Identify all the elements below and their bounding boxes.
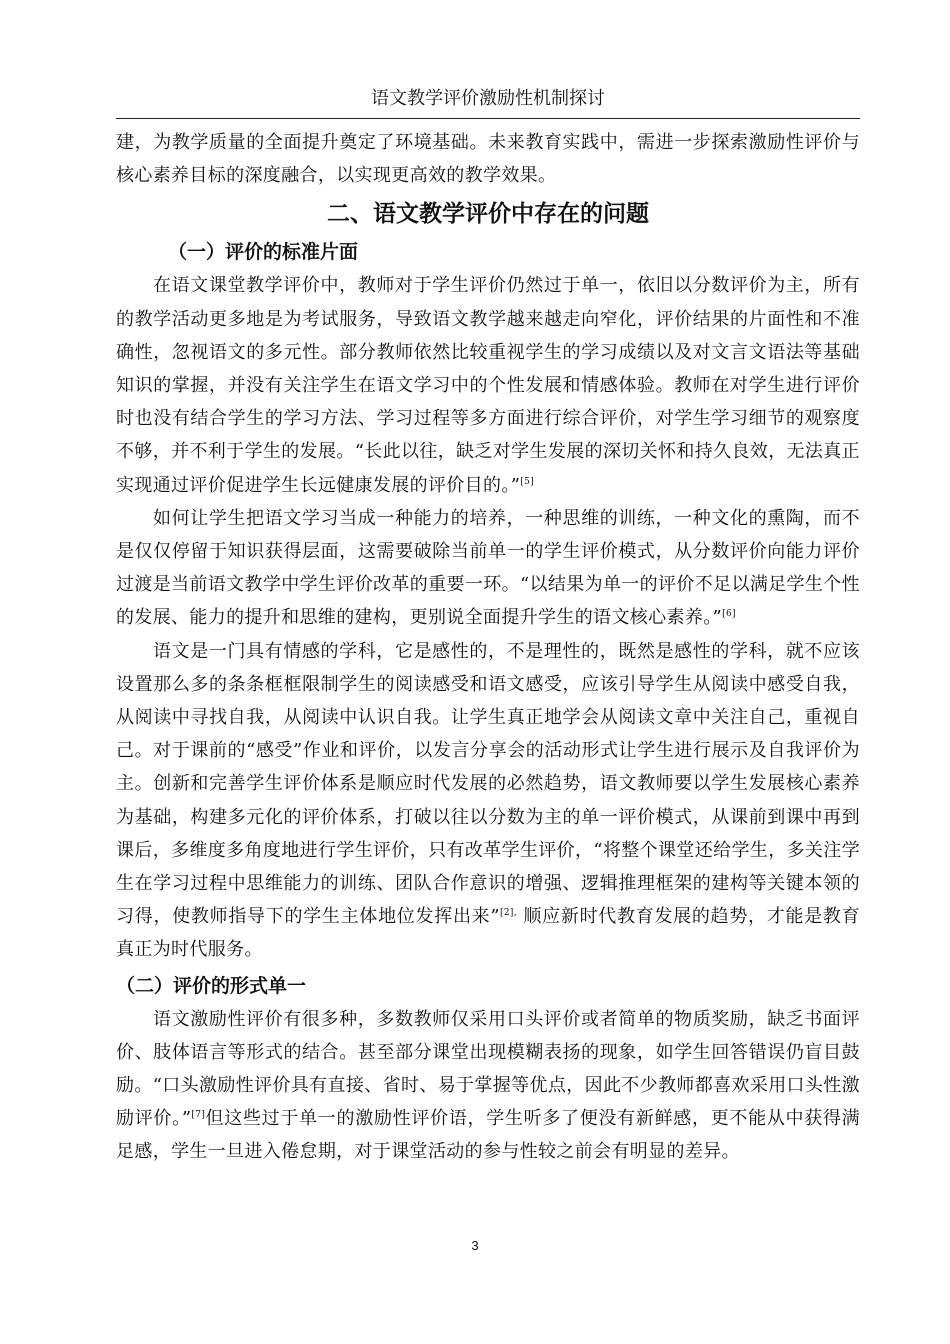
running-header: 语文教学评价激励性机制探讨 xyxy=(371,88,605,109)
subsection-heading-1: （一）评价的标准片面 xyxy=(168,241,359,264)
page-number: 3 xyxy=(471,1238,479,1253)
paragraph-3-text-a: 语文是一门具有情感的学科，它是感性的，不是理性的，既然是感性的学科，就不应该设置那么多的条条框框限制学生的阅读感受和语文感受，应该引导学生从阅读中感受自我，从阅读中寻找自我，从阅读中认识自我。让学生真正地学会从阅读文章中关注自己，重视自己。对于课前的“感受”作业和评价，以发言分享会的活动形式让学生进行展示及自我评价为主。创新和完善学生评价体系是顺应时代发展的必然趋势，语文教师要以学生发展核心素养为基础，构建多元化的评价体系，打破以往以分数为主的单一评价模式，从课前到课中再到课后，多维度多角度地进行学生评价，只有改革学生评价，“将整个课堂还给学生，多关注学生在学习过程中思维能力的训练、团队合作意识的增强、逻辑推理框架的建构等关键本领的习得，使教师指导下的学生主体地位发挥出来” xyxy=(116,640,860,928)
body-content xyxy=(116,126,860,1169)
paragraph-3-text-b: 顺应新时代教育发展的趋势，才能是教育真正为时代服务。 xyxy=(116,906,860,961)
subsection-heading-2: （二）评价的形式单一 xyxy=(116,974,307,997)
header-rule xyxy=(116,118,860,119)
paragraph-4-text-b: 但这些过于单一的激励性评价语，学生听多了便没有新鲜感，更不能从中获得满足感，学生一旦进入倦怠期，对于课堂活动的参与性较之前会有明显的差异。 xyxy=(116,1108,860,1163)
paragraph-1-text: 在语文课堂教学评价中，教师对于学生评价仍然过于单一，依旧以分数评价为主，所有的教学活动更多地是为考试服务，导致语文教学越来越走向窄化，评价结果的片面性和不准确性，忽视语文的多元性。部分教师依然比较重视学生的学习成绩以及对文言文语法等基础知识的掌握，并没有关注学生在语文学习中的个性发展和情感体验。教师在对学生进行评价时也没有结合学生的学习方法、学习过程等多方面进行综合评价，对学生学习细节的观察度不够，并不利于学生的发展。“长此以往，缺乏对学生发展的深切关怀和持久良效，无法真正实现通过评价促进学生长远健康发展的评价目的。” xyxy=(116,275,860,496)
paragraph-3 xyxy=(116,635,860,967)
citation-7: [7] xyxy=(191,1110,206,1121)
citation-6: [6] xyxy=(722,609,736,620)
paragraph-2-text: 如何让学生把语文学习当成一种能力的培养，一种思维的训练，一种文化的熏陶，而不是仅仅停留于知识获得层面，这需要破除当前单一的学生评价模式，从分数评价向能力评价过渡是当前语文教学中学生评价改革的重要一环。“以结果为单一的评价不足以满足学生个性的发展、能力的提升和思维的建构，更别说全面提升学生的语文核心素养。” xyxy=(116,507,860,629)
section-heading: 二、语文教学评价中存在的问题 xyxy=(327,201,649,228)
citation-5: [5] xyxy=(520,476,535,487)
citation-2: [2], xyxy=(499,908,517,919)
paragraph-4 xyxy=(116,1003,860,1169)
intro-paragraph: 建，为教学质量的全面提升奠定了环境基础。未来教育实践中，需进一步探索激励性评价与核心素养目标的深度融合，以实现更高效的教学效果。 xyxy=(116,132,860,187)
paragraph-2 xyxy=(116,502,860,635)
paragraph-1 xyxy=(116,269,860,501)
paragraph-4-text-a: 语文激励性评价有很多种，多数教师仅采用口头评价或者简单的物质奖励，缺乏书面评价、肢体语言等形式的结合。甚至部分课堂出现模糊表扬的现象，如学生回答错误仍盲目鼓励。“口头激励性评价具有直接、省时、易于掌握等优点，因此不少教师都喜欢采用口头性激励评价。” xyxy=(116,1008,860,1130)
